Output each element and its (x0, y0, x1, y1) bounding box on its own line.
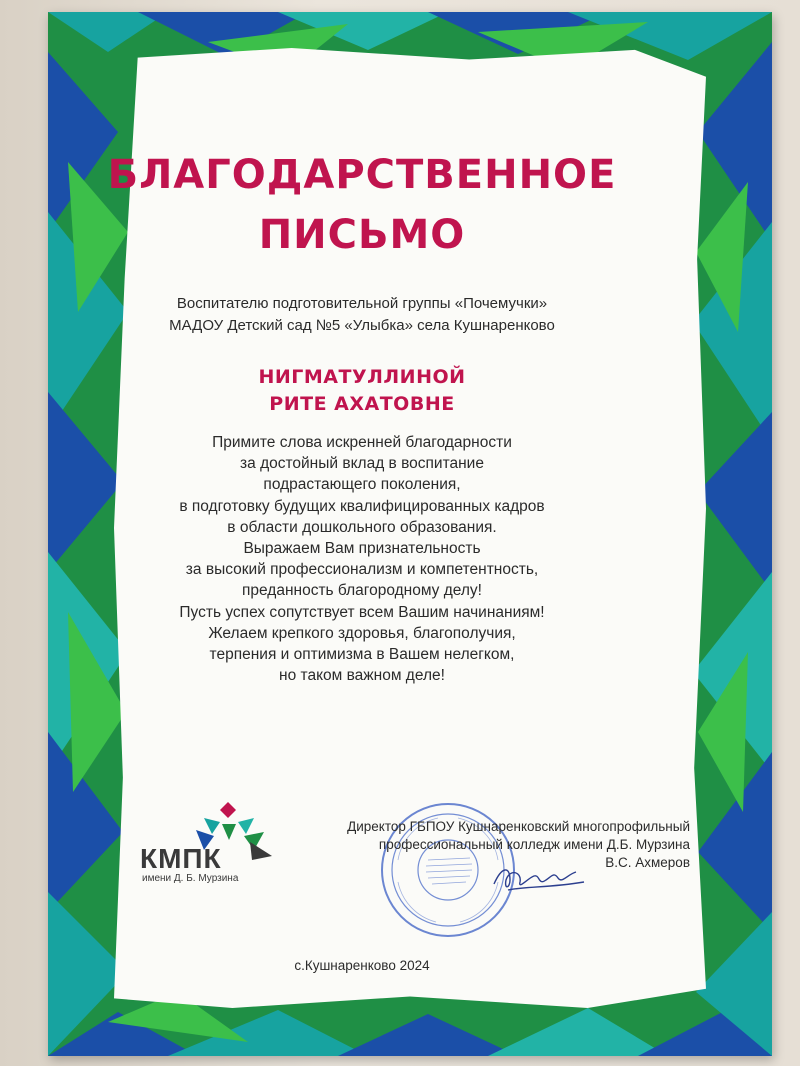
certificate-title-line2: ПИСЬМО (258, 212, 466, 258)
body-line: Пусть успех сопутствует всем Вашим начинаниям! (179, 603, 545, 621)
director-signature-block (347, 818, 690, 872)
recipient-line: Воспитателю подготовительной группы «Почемучки» (176, 295, 548, 312)
director-name: В.С. Ахмеров (605, 855, 690, 870)
recipient-name (66, 364, 658, 418)
director-title-line: Директор ГБПОУ Кушнаренковский многопрофильный (347, 819, 690, 834)
recipient-name-line: РИТЕ АХАТОВНЕ (269, 393, 455, 415)
director-title-line: профессиональный колледж имени Д.Б. Мурзина (378, 837, 690, 852)
body-line: за высокий профессионализм и компетентность, (185, 561, 539, 579)
body-line: терпения и оптимизма в Вашем нелегком, (209, 646, 515, 664)
logo-subtitle: имени Д. Б. Мурзина (142, 873, 239, 884)
certificate-title-line1: БЛАГОДАРСТВЕННОЕ (107, 152, 617, 198)
body-line: в подготовку будущих квалифицированных кадров (179, 497, 545, 515)
body-line: Выражаем Вам признательность (243, 540, 481, 558)
gratitude-text (66, 432, 658, 686)
body-line: подрастающего поколения, (263, 476, 461, 494)
recipient-name-line: НИГМАТУЛЛИНОЙ (258, 366, 466, 388)
body-line: Примите слова искренней благодарности (212, 434, 512, 451)
recipient-description (66, 293, 658, 337)
recipient-line: МАДОУ Детский сад №5 «Улыбка» села Кушнаренково (169, 317, 555, 334)
body-line: Желаем крепкого здоровья, благополучия, (208, 624, 516, 642)
body-line: в области дошкольного образования. (227, 518, 497, 536)
place-and-year: с.Кушнаренково 2024 (294, 958, 430, 973)
body-line: преданность благородному делу! (242, 582, 482, 600)
logo-text: КМПК (140, 843, 222, 874)
body-line: но таком важном деле! (279, 667, 445, 685)
body-line: за достойный вклад в воспитание (240, 455, 484, 473)
